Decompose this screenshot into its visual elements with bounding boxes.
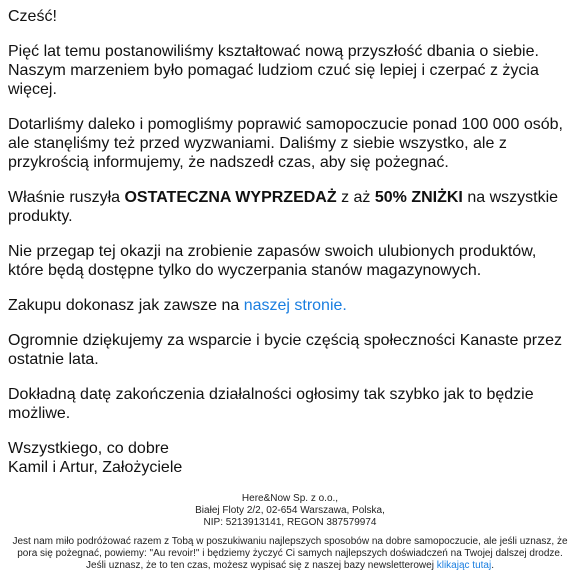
discount-label: 50% ZNIŻKI (374, 189, 463, 206)
unsubscribe-note (8, 536, 572, 572)
paragraph-shop (8, 296, 572, 315)
signoff (8, 439, 572, 477)
sale-text-before: Właśnie ruszyła (8, 189, 125, 206)
shop-text: Zakupu dokonasz jak zawsze na (8, 297, 244, 314)
company-street: Białej Floty 2/2, 02-654 Warszawa, Polska, (195, 505, 385, 516)
company-ids: NIP: 5213913141, REGON 387579974 (203, 517, 377, 528)
unsubscribe-text: Jest nam miło podróżować razem z Tobą w poszukiwaniu najlepszych sposobów na dobre samopoczucie, ale jeśli uznasz, że pora się pożegnać, powiemy: "Au revoir!" i będziemy życzyć Ci samych najlepszych doświadczeń na Twojej dalszej drodze. Jeśli uznasz, że to ten czas, możesz wypisać się z naszej bazy newsletterowej (12, 536, 568, 571)
unsubscribe-link[interactable]: klikając tutaj (436, 560, 492, 571)
footer (8, 493, 572, 572)
paragraph-sale (8, 188, 572, 226)
company-name: Here&Now Sp. z o.o., (241, 493, 339, 504)
company-address (8, 493, 572, 529)
greeting: Cześć! (8, 8, 57, 25)
paragraph-closing-date: Dokładną datę zakończenia działalności ogłosimy tak szybko jak to będzie możliwe. (8, 386, 534, 422)
unsubscribe-text-end: . (491, 560, 494, 571)
signoff-line-1: Wszystkiego, co dobre (8, 440, 169, 457)
shop-link[interactable]: naszej stronie. (243, 297, 347, 314)
paragraph-intro: Pięć lat temu postanowiliśmy kształtować nową przyszłość dbania o siebie. Naszym marzeniem było pomagać ludziom czuć się lepiej i czerpać z życia więcej. (8, 43, 539, 98)
sale-text-middle: z aż (336, 189, 375, 206)
signoff-line-2: Kamil i Artur, Założyciele (8, 459, 183, 476)
sale-text-after: na wszystkie produkty. (8, 189, 559, 225)
final-sale-label: OSTATECZNA WYPRZEDAŻ (124, 189, 337, 206)
paragraph-achievements: Dotarliśmy daleko i pomogliśmy poprawić samopoczucie ponad 100 000 osób, ale stanęliśmy też przed wyzwaniami. Daliśmy z siebie wszystko, ale z przykrością informujemy, że nadszedł czas, aby się pożegnać. (8, 116, 563, 171)
paragraph-stock: Nie przegap tej okazji na zrobienie zapasów swoich ulubionych produktów, które będą dostępne tylko do wyczerpania stanów magazynowych. (8, 243, 537, 279)
paragraph-thanks: Ogromnie dziękujemy za wsparcie i bycie częścią społeczności Kanaste przez ostatnie lata. (8, 332, 563, 368)
